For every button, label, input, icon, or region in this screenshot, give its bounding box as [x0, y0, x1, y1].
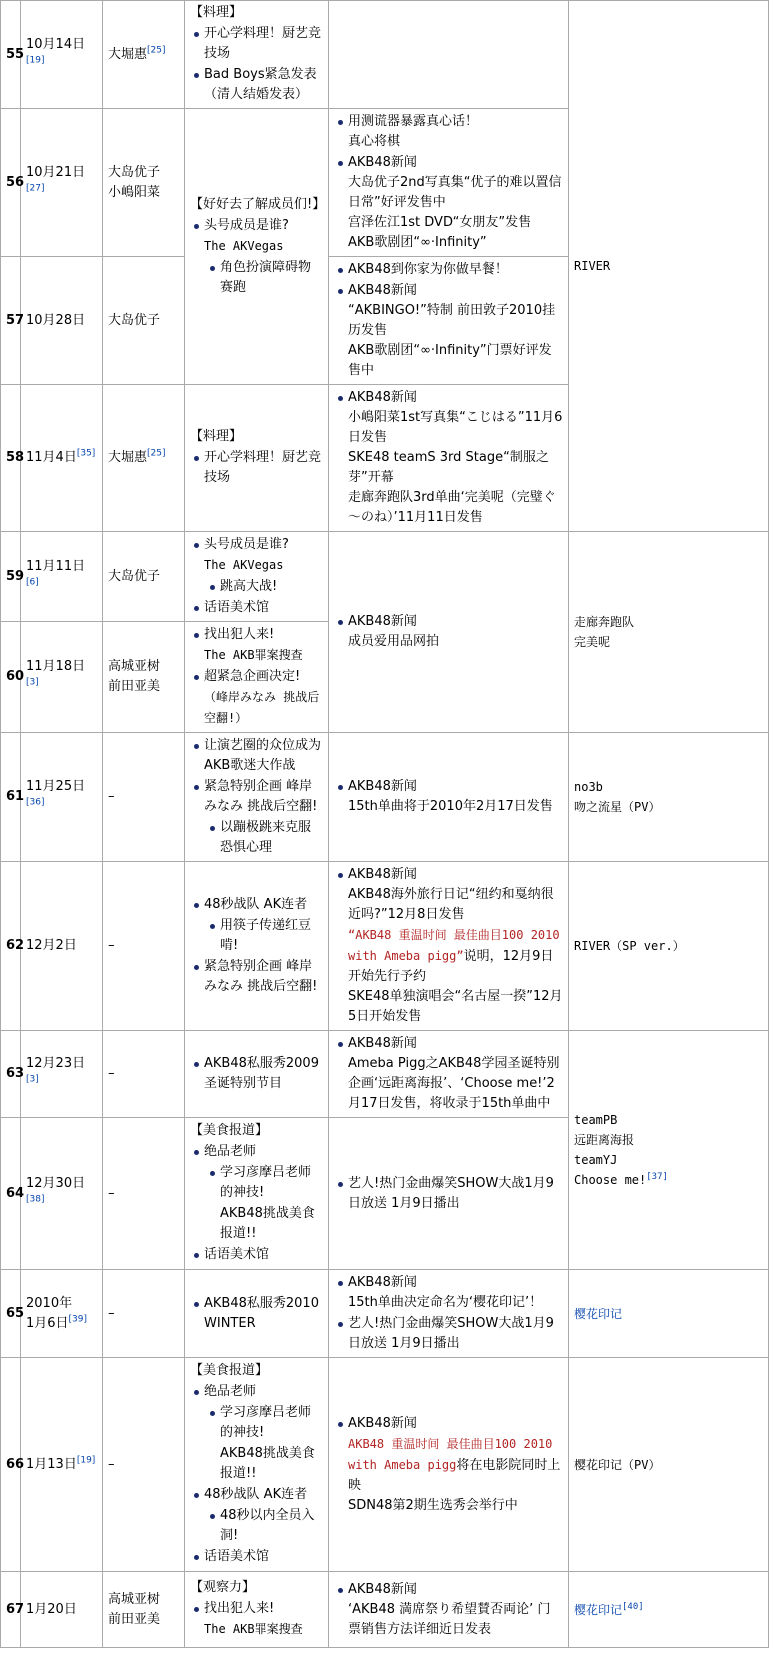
guest-cell [103, 1031, 185, 1118]
news-list [334, 1174, 563, 1214]
guest-name: 前田亚美 [108, 1611, 161, 1627]
corner-item [204, 1294, 323, 1334]
news-cell [329, 385, 569, 532]
news-cell [329, 1, 569, 109]
date-text: 11月25日 [26, 779, 86, 794]
guest-name: 小嶋阳菜 [108, 184, 161, 200]
guest-name: 大堀惠 [108, 46, 148, 62]
song-title: Choose me! [574, 1173, 647, 1187]
corner-sublist [204, 1163, 323, 1203]
corner-subitem: 48秒以内全员入洞! [220, 1506, 323, 1546]
date-text: 11月11日 [26, 558, 86, 574]
song-cell [569, 1572, 769, 1648]
corner-section-title: 【料理】 [190, 429, 243, 444]
reference-link[interactable]: [39] [68, 1314, 88, 1325]
news-line-after: 将在电影院同时上映 [348, 1457, 561, 1493]
corner-item [204, 448, 323, 488]
song-title: teamPB [574, 1113, 618, 1127]
news-item-title: AKB48新闻 [348, 1036, 417, 1051]
table-row [1, 733, 769, 862]
corner-section-title: 【料理】 [190, 5, 243, 20]
corner-item-text: 超紧急企画决定! [204, 669, 301, 684]
corner-item [204, 598, 323, 618]
news-item [348, 1174, 563, 1214]
corner-item-text: 话语美术馆 [204, 600, 270, 615]
news-line: 15th单曲将于2010年2月17日发售 [348, 799, 553, 814]
song-title: 走廊奔跑队 [574, 615, 635, 629]
guest-cell [103, 1358, 185, 1572]
guest-cell [103, 733, 185, 862]
corner-item-text: 开心学料理！厨艺竞技场 [204, 450, 322, 485]
news-item [348, 1273, 563, 1313]
corner-subitem: 角色扮演障碍物赛跑 [220, 258, 323, 298]
date-text: 10月28日 [26, 312, 86, 328]
corner-list [190, 1382, 323, 1567]
corner-item-text: 让演艺圈的众位成为AKB歌迷大作战 [204, 738, 322, 773]
news-item [348, 865, 563, 1027]
table-row [1, 1, 769, 109]
corner-list [190, 24, 323, 105]
news-list [334, 612, 563, 652]
corner-item-subtitle: The AKVegas [204, 238, 284, 253]
reference-link[interactable]: [27] [26, 183, 45, 194]
corner-item-text: 开心学料理！厨艺竞技场 [204, 26, 322, 61]
song-title: 完美呢 [574, 635, 611, 649]
song-title: 樱花印记（PV） [574, 1457, 661, 1472]
news-line: 大岛优子2nd写真集“优子的难以置信日常”好评发售中 [348, 175, 562, 210]
reference-link[interactable]: [35] [76, 448, 96, 459]
news-list [334, 388, 563, 528]
corner-item-tail: AKB48挑战美食报道!! [220, 1206, 315, 1241]
corner-item-text: 头号成员是谁? [204, 217, 289, 233]
song-title: 远距离海报 [574, 1133, 635, 1147]
song-cell [569, 1270, 769, 1358]
corner-section-title: 【美食报道】 [190, 1123, 269, 1138]
corner-item [204, 1054, 323, 1094]
episode-number: 63 [1, 1031, 21, 1118]
news-line: 小嶋阳菜1st写真集“こじはる”11月6日发售 [348, 410, 563, 445]
song-cell [569, 532, 769, 733]
news-list [334, 865, 563, 1027]
corner-cell [185, 1270, 329, 1358]
episode-number: 60 [1, 622, 21, 733]
news-line: SKE48单独演唱会“名古屋一揆”12月5日开始发售 [348, 989, 563, 1024]
news-line: SKE48 teamS 3rd Stage“制服之芽”开幕 [348, 450, 549, 485]
song-title: 吻之流星（PV） [574, 800, 661, 814]
corner-item-text: 绝品老师 [204, 1144, 257, 1159]
date-text: 2010年 [26, 1295, 73, 1311]
guest-name: – [108, 1456, 115, 1472]
corner-list [190, 1294, 323, 1334]
corner-item-text: 48秒战队 AK连者 [204, 897, 308, 912]
corner-item-subtitle: The AKVegas [204, 558, 284, 572]
corner-item-tail: AKB48挑战美食报道!! [220, 1446, 315, 1481]
corner-item [204, 777, 323, 858]
guest-cell [103, 109, 185, 257]
corner-sublist [204, 258, 323, 298]
corner-list [190, 1142, 323, 1265]
news-line: ‘AKB48 満席祭り希望賛否両论’ 门票销售方法详细近日发表 [348, 1601, 551, 1637]
news-line: 15th单曲决定命名为‘樱花印记’！ [348, 1295, 543, 1310]
corner-item [204, 1245, 323, 1265]
episode-number: 64 [1, 1118, 21, 1270]
news-cell [329, 109, 569, 257]
corner-item [204, 216, 323, 298]
air-date [21, 1270, 103, 1358]
song-cell [569, 1, 769, 532]
reference-link[interactable]: [38] [26, 1194, 45, 1205]
corner-sublist [204, 577, 323, 597]
reference-link[interactable]: [19] [26, 55, 45, 66]
news-cell [329, 532, 569, 733]
news-item [348, 1314, 563, 1354]
corner-item-subtitle: The AKB罪案搜查 [204, 1622, 303, 1636]
table-row [1, 1031, 769, 1118]
corner-list [190, 625, 323, 729]
corner-item [204, 1547, 323, 1567]
corner-section-title: 【美食报道】 [190, 1363, 269, 1378]
news-line: AKB歌剧团“∞·Infinity” [348, 235, 487, 250]
news-item [348, 281, 563, 381]
song-title[interactable]: 樱花印记 [574, 1306, 623, 1321]
corner-list [190, 736, 323, 858]
corner-item [204, 1485, 323, 1546]
guest-name: – [108, 1305, 115, 1321]
news-cell [329, 862, 569, 1031]
news-list [334, 1034, 563, 1114]
corner-item-text: AKB48私服秀2009 圣诞特别节目 [204, 1056, 319, 1091]
corner-item-text: 找出犯人来! [204, 627, 275, 642]
episode-number: 67 [1, 1572, 21, 1648]
news-item-title: AKB48到你家为你做早餐！ [348, 262, 508, 277]
song-title: no3b [574, 780, 603, 794]
date-text: 10月21日 [26, 164, 86, 180]
news-highlight: “AKB48 重温时间 最佳曲目100 2010 with Ameba pigg” [348, 928, 560, 963]
news-list [334, 1414, 563, 1516]
guest-cell [103, 385, 185, 532]
guest-name: 高城亚树 [108, 659, 161, 674]
corner-item [204, 957, 323, 997]
guest-name: 高城亚树 [108, 1591, 161, 1607]
table-row [1, 1572, 769, 1648]
corner-cell [185, 1118, 329, 1270]
episode-number: 55 [1, 1, 21, 109]
air-date [21, 1572, 103, 1648]
corner-cell [185, 622, 329, 733]
corner-subitem: 学习彦摩吕老师的神技! [220, 1403, 323, 1443]
corner-item-text: 绝品老师 [204, 1384, 257, 1399]
news-item [348, 388, 563, 528]
air-date [21, 622, 103, 733]
news-line-after: 说明，12月9日开始先行予约 [348, 949, 554, 984]
guest-cell [103, 622, 185, 733]
guest-name: 大岛优子 [108, 568, 161, 584]
corner-list [190, 448, 323, 488]
guest-cell [103, 1118, 185, 1270]
news-list [334, 260, 563, 381]
news-item [348, 112, 563, 152]
guest-cell [103, 257, 185, 385]
table-row [1, 532, 769, 622]
corner-cell [185, 1031, 329, 1118]
corner-item-text: 头号成员是谁? [204, 537, 289, 552]
table-row [1, 1270, 769, 1358]
corner-subitem: 用筷子传递红豆啃! [220, 916, 323, 956]
news-item-title: AKB48新闻 [348, 1415, 417, 1431]
corner-list [190, 895, 323, 997]
news-item-title: AKB48新闻 [348, 155, 417, 170]
news-item-title: AKB48新闻 [348, 390, 417, 405]
reference-link[interactable]: [19] [76, 1455, 96, 1466]
corner-list [190, 1599, 323, 1640]
news-item [348, 1580, 563, 1640]
song-title: RIVER（SP ver.） [574, 939, 685, 953]
reference-link[interactable]: [37] [646, 1172, 668, 1182]
news-line: 真心将棋 [348, 134, 401, 149]
news-cell [329, 733, 569, 862]
news-item-title: AKB48新闻 [348, 1581, 417, 1597]
news-item [348, 777, 563, 817]
corner-cell [185, 1, 329, 109]
episode-number: 62 [1, 862, 21, 1031]
news-item [348, 1034, 563, 1114]
air-date [21, 1031, 103, 1118]
air-date [21, 733, 103, 862]
corner-item-text: 找出犯人来! [204, 1601, 275, 1616]
reference-link[interactable]: [6] [26, 577, 39, 588]
news-item [348, 612, 563, 652]
corner-item [204, 625, 323, 666]
news-line: AKB歌剧团“∞·Infinity”门票好评发售中 [348, 343, 552, 378]
air-date [21, 862, 103, 1031]
news-line: 走廊奔跑队3rd单曲‘完美呢（完璧ぐ～のね）’11月11日发售 [348, 490, 556, 525]
news-item [348, 260, 563, 280]
news-line: SDN48第2期生选秀会举行中 [348, 1497, 518, 1513]
news-item [348, 1414, 563, 1516]
song-cell [569, 1358, 769, 1572]
date-text: 10月14日 [26, 36, 86, 52]
corner-item-text: 话语美术馆 [204, 1247, 270, 1262]
table-row [1, 1358, 769, 1572]
corner-cell [185, 1358, 329, 1572]
guest-cell [103, 1572, 185, 1648]
date-text: 1月13日 [26, 1456, 77, 1472]
corner-section-title: 【好好去了解成员们!】 [190, 196, 326, 212]
corner-item [204, 1142, 323, 1244]
guest-cell [103, 1270, 185, 1358]
guest-name: – [108, 789, 115, 804]
corner-cell [185, 532, 329, 622]
corner-item-subtitle: The AKB罪案搜查 [204, 648, 303, 662]
news-item-title: 用测谎器暴露真心话！ [348, 114, 479, 129]
news-item [348, 153, 563, 253]
date-text: 1月20日 [26, 1601, 77, 1617]
news-line: 宫泽佐江1st DVD“女朋友”发售 [348, 215, 532, 230]
corner-item [204, 65, 323, 105]
guest-name: – [108, 938, 115, 953]
date-text: 12月2日 [26, 938, 77, 953]
corner-item-text: 紧急特别企画 峰岸みなみ 挑战后空翻! [204, 959, 318, 994]
guest-cell [103, 1, 185, 109]
corner-item [204, 895, 323, 956]
corner-item-text: 48秒战队 AK连者 [204, 1487, 308, 1502]
date-text: 11月4日 [26, 450, 77, 465]
reference-link[interactable]: [3] [26, 1074, 39, 1085]
guest-cell [103, 862, 185, 1031]
news-list [334, 1273, 563, 1354]
table-row [1, 862, 769, 1031]
news-item-title: 艺人!热门金曲爆笑SHOW大战1月9日放送 1月9日播出 [348, 1316, 554, 1351]
news-item-title: AKB48新闻 [348, 614, 417, 629]
episode-number: 61 [1, 733, 21, 862]
corner-list [190, 1054, 323, 1094]
corner-item [204, 1382, 323, 1484]
corner-item-text: 紧急特别企画 峰岸みなみ 挑战后空翻! [204, 779, 318, 814]
reference-link[interactable]: [25] [147, 448, 166, 459]
reference-link[interactable]: [36] [26, 797, 45, 808]
air-date [21, 1, 103, 109]
song-title[interactable]: 樱花印记 [574, 1602, 623, 1617]
news-list [334, 777, 563, 817]
news-cell [329, 257, 569, 385]
guest-name: 大岛优子 [108, 312, 161, 328]
song-cell [569, 733, 769, 862]
news-cell [329, 1118, 569, 1270]
corner-item-text: AKB48私服秀2010 WINTER [204, 1295, 319, 1331]
air-date [21, 109, 103, 257]
news-cell [329, 1031, 569, 1118]
corner-sublist [204, 1403, 323, 1443]
corner-cell [185, 862, 329, 1031]
news-highlight: AKB48 重温时间 最佳曲目100 2010 with Ameba pigg [348, 1436, 553, 1472]
corner-cell [185, 109, 329, 385]
news-item-title: AKB48新闻 [348, 1275, 417, 1290]
reference-link[interactable]: [3] [26, 677, 39, 688]
guest-name: 大岛优子 [108, 164, 161, 180]
episode-number: 56 [1, 109, 21, 257]
song-cell [569, 862, 769, 1031]
news-item-title: 艺人!热门金曲爆笑SHOW大战1月9日放送 1月9日播出 [348, 1175, 554, 1211]
news-item-title: AKB48新闻 [348, 283, 417, 298]
air-date [21, 1118, 103, 1270]
reference-link[interactable]: [25] [147, 45, 166, 56]
news-line: AKB48海外旅行日记“纽约和戛纳很近吗?”12月8日发售 [348, 887, 554, 922]
corner-section-title: 【观察力】 [190, 1580, 256, 1595]
corner-list [190, 535, 323, 618]
corner-cell [185, 733, 329, 862]
corner-item [204, 736, 323, 776]
episode-number: 58 [1, 385, 21, 532]
episode-number: 66 [1, 1358, 21, 1572]
news-line: 成员爱用品网拍 [348, 634, 440, 649]
air-date [21, 1358, 103, 1572]
corner-item [204, 535, 323, 597]
date-text: 11月18日 [26, 659, 86, 674]
air-date [21, 257, 103, 385]
guest-name: – [108, 1185, 115, 1201]
corner-item [204, 1599, 323, 1640]
date-text-2: 1月6日 [26, 1315, 69, 1331]
corner-subitem: 跳高大战! [220, 577, 323, 597]
corner-cell [185, 385, 329, 532]
song-title: teamYJ [574, 1153, 618, 1167]
date-text: 12月23日 [26, 1056, 86, 1071]
news-item-title: AKB48新闻 [348, 779, 417, 794]
song-cell [569, 1031, 769, 1270]
episode-number: 59 [1, 532, 21, 622]
guest-cell [103, 532, 185, 622]
news-cell [329, 1572, 569, 1648]
news-line: Ameba Pigg之AKB48学园圣诞特别企画‘远距离海报’、‘Choose me!’2月17日发售，将收录于15th单曲中 [348, 1056, 560, 1111]
guest-name: 大堀惠 [108, 450, 148, 465]
air-date [21, 385, 103, 532]
corner-list [190, 216, 323, 298]
corner-item-text: Bad Boys紧急发表（清人结婚发表） [204, 67, 317, 102]
song-title: RIVER [574, 259, 611, 273]
news-cell [329, 1270, 569, 1358]
episode-number: 65 [1, 1270, 21, 1358]
news-list [334, 112, 563, 253]
corner-item-subtitle: （峰岸みなみ 挑战后空翻!） [204, 690, 320, 725]
episode-number: 57 [1, 257, 21, 385]
guest-name: – [108, 1066, 115, 1081]
news-list [334, 1580, 563, 1640]
corner-sublist [204, 916, 323, 956]
corner-item [204, 667, 323, 729]
news-item-title: AKB48新闻 [348, 867, 417, 882]
corner-sublist [204, 818, 323, 858]
corner-sublist [204, 1506, 323, 1546]
guest-name: 前田亚美 [108, 679, 161, 694]
news-cell [329, 1358, 569, 1572]
air-date [21, 532, 103, 622]
corner-subitem: 学习彦摩吕老师的神技! [220, 1163, 323, 1203]
corner-subitem: 以蹦极跳来克服恐惧心理 [220, 818, 323, 858]
reference-link[interactable]: [40] [622, 1601, 644, 1612]
corner-item-text: 话语美术馆 [204, 1549, 270, 1564]
corner-item [204, 24, 323, 64]
news-line: “AKBINGO!”特制 前田敦子2010挂历发售 [348, 303, 556, 338]
corner-cell [185, 1572, 329, 1648]
date-text: 12月30日 [26, 1175, 86, 1191]
